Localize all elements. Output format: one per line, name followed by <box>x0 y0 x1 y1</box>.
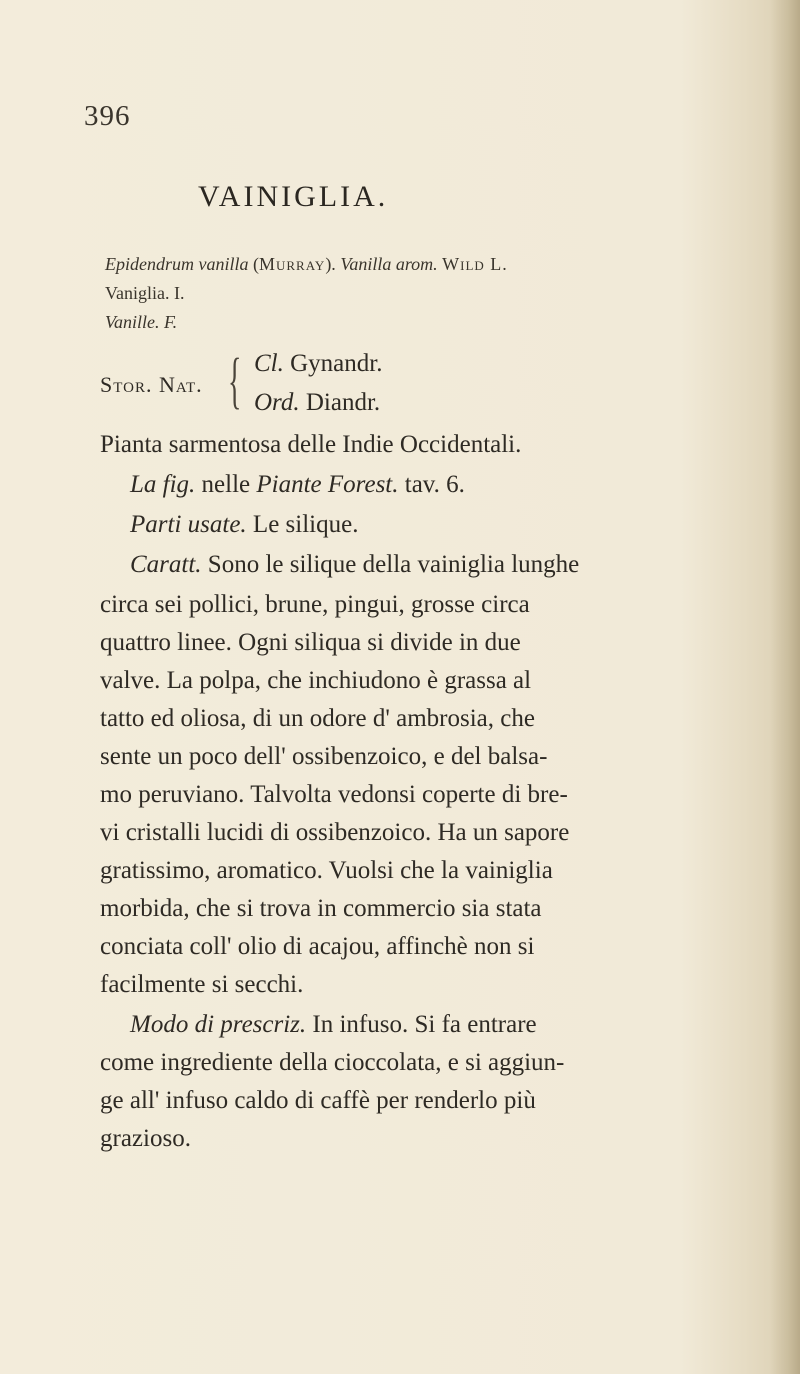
synonym-french: Vanille. F. <box>105 312 178 332</box>
text-line: conciata coll' olio di acajou, affinchè non si <box>100 933 535 960</box>
characters-text: Sono le silique della vainiglia lunghe <box>207 551 580 578</box>
text-line: come ingrediente della cioccolata, e si aggiun- <box>100 1049 565 1076</box>
text-line-prescription <box>130 1010 730 1040</box>
classification-order <box>254 389 380 417</box>
figure-reference: Piante Forest. <box>256 471 399 498</box>
prescription-text: In infuso. Si fa entrare <box>312 1011 537 1038</box>
text-line: mo peruviano. Talvolta vedonsi coperte di bre- <box>100 781 568 808</box>
authority-wild: Wild L. <box>442 254 508 274</box>
parts-label: Parti usate. <box>130 511 247 538</box>
text-line-characters <box>130 550 730 580</box>
text-line: grazioso. <box>100 1125 191 1152</box>
classification-class <box>254 350 382 378</box>
prescription-label: Modo di prescriz. <box>130 1011 307 1038</box>
figure-mid: nelle <box>201 471 251 498</box>
parts-text: Le silique. <box>252 511 359 538</box>
page-edge-shadow <box>770 0 800 1374</box>
alt-latin-name: Vanilla arom. <box>340 254 438 274</box>
authority-open: ( <box>252 254 259 274</box>
latin-name: Epidendrum vanilla <box>105 254 249 274</box>
classification-label: Stor. Nat. <box>100 372 203 397</box>
text-line: circa sei pollici, brune, pingui, grosse circa <box>100 591 530 618</box>
text-line: facilmente si secchi. <box>100 971 304 998</box>
text-line: sente un poco dell' ossibenzoico, e del balsa- <box>100 743 548 770</box>
text-line: morbida, che si trova in commercio sia stata <box>100 895 542 922</box>
brace-symbol: { <box>228 347 242 415</box>
synonym-italian: Vaniglia. I. <box>105 283 185 303</box>
text-line: vi cristalli lucidi di ossibenzoico. Ha un sapore <box>100 819 570 846</box>
characters-label: Caratt. <box>130 551 202 578</box>
class-value: Gynandr. <box>290 350 383 377</box>
page-number: 396 <box>84 100 131 132</box>
authority-close: ). <box>325 254 336 274</box>
text-line: valve. La polpa, che inchiudono è grassa al <box>100 667 532 694</box>
text-line-parts <box>130 510 730 540</box>
synonym-latin <box>105 254 508 275</box>
text-line: tatto ed oliosa, di un odore d' ambrosia, che <box>100 705 535 732</box>
text-line-figure <box>130 470 730 500</box>
entry-title: VAINIGLIA. <box>198 180 389 213</box>
text-line: ge all' infuso caldo di caffè per renderlo più <box>100 1087 536 1114</box>
order-value: Diandr. <box>305 389 381 416</box>
text-line: quattro linee. Ogni siliqua si divide in due <box>100 629 521 656</box>
class-label: Cl. <box>254 350 284 377</box>
text-line: Pianta sarmentosa delle Indie Occidentali. <box>100 431 522 458</box>
figure-label: La fig. <box>130 471 196 498</box>
order-label: Ord. <box>254 389 300 416</box>
authority-murray: Murray <box>258 254 326 274</box>
figure-plate: tav. 6. <box>404 471 465 498</box>
text-line: gratissimo, aromatico. Vuolsi che la vainiglia <box>100 857 553 884</box>
